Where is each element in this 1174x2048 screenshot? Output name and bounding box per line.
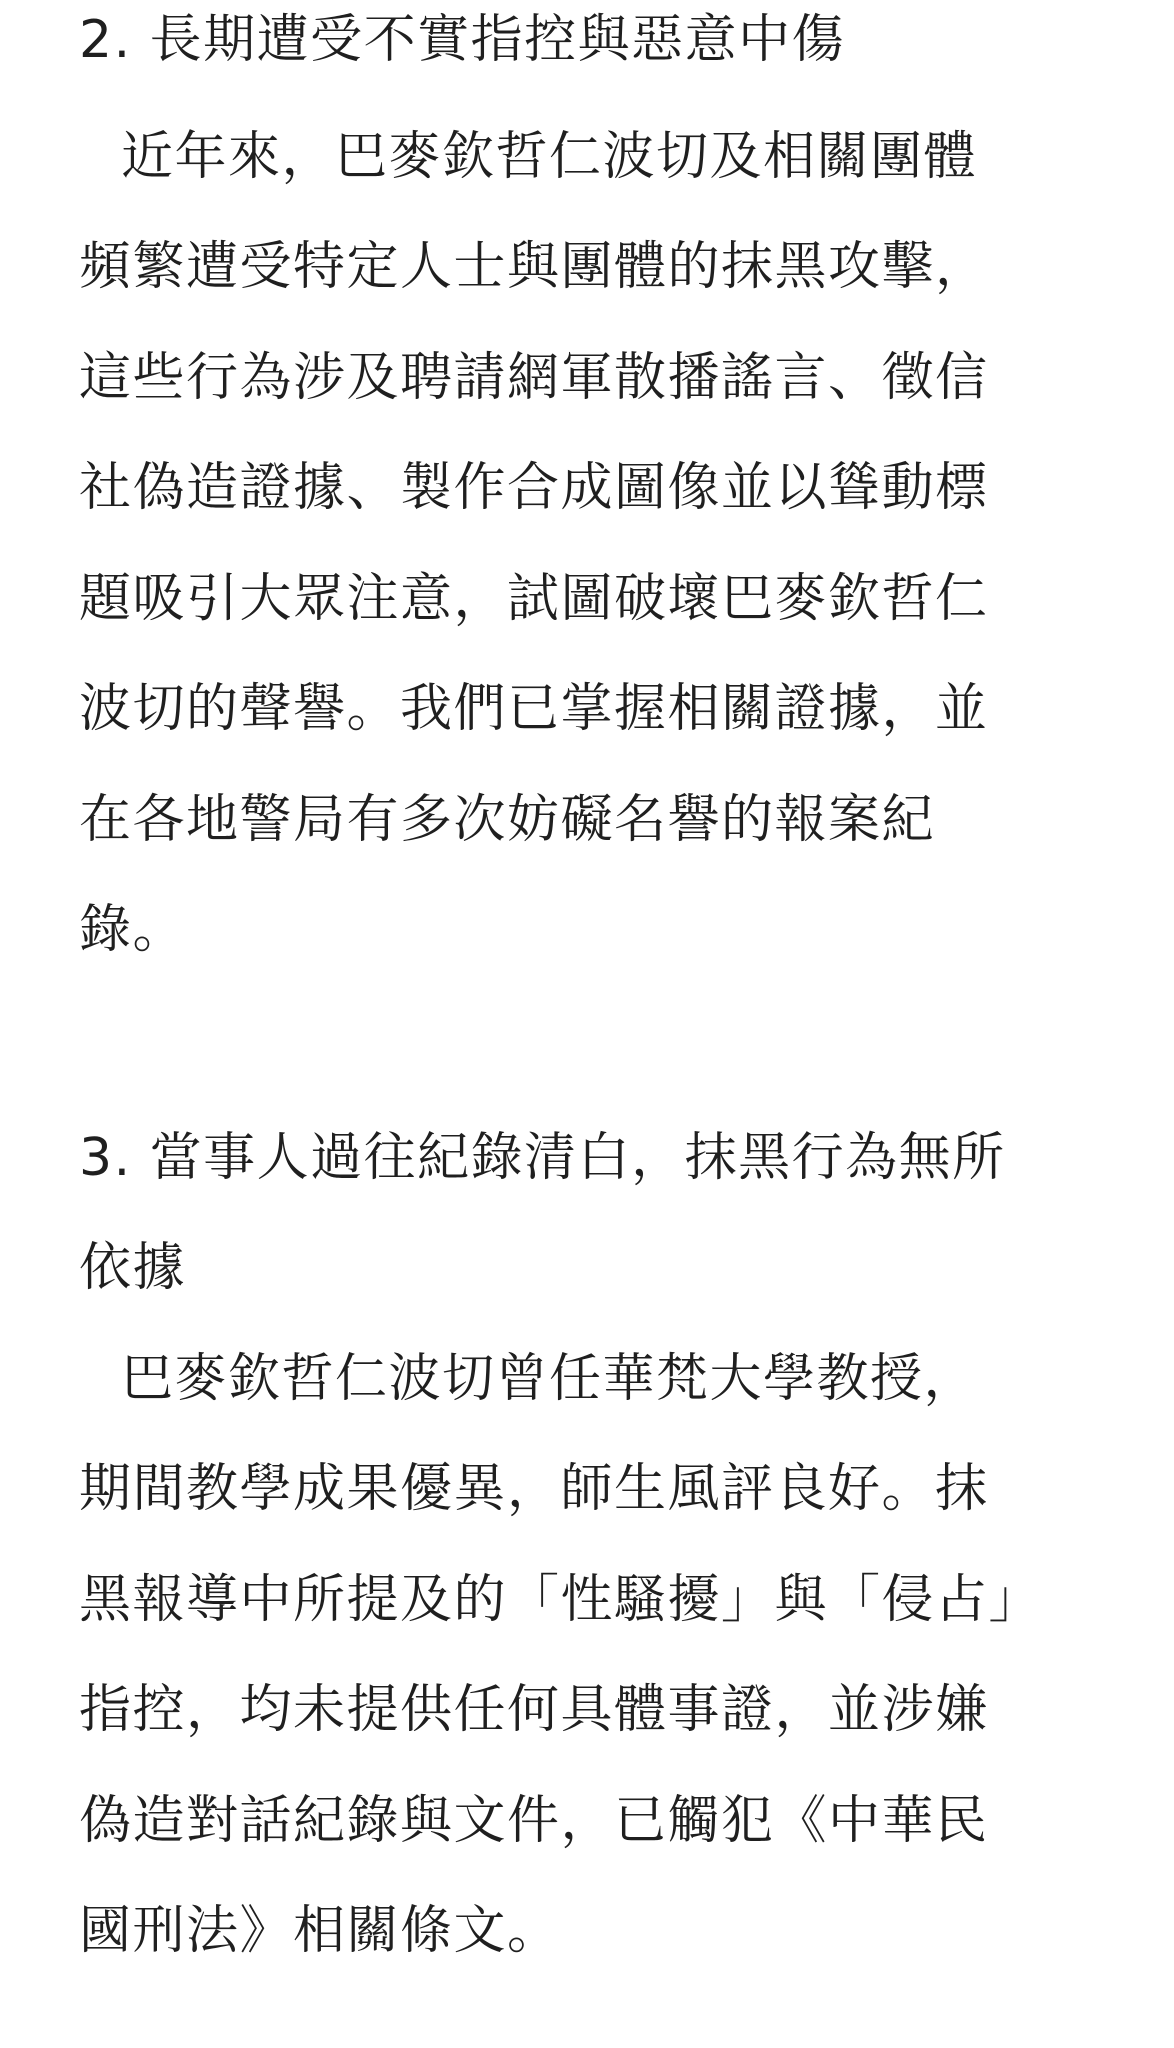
section-2-paragraph-line: 波切的聲譽。我們已掌握相關證據，並 <box>79 679 989 739</box>
section-2-paragraph-line: 社偽造證據、製作合成圖像並以聳動標 <box>79 458 989 518</box>
section-2-paragraph-line: 錄。 <box>79 900 187 960</box>
section-2-paragraph-line: 題吸引大眾注意，試圖破壞巴麥欽哲仁 <box>79 569 989 629</box>
section-3-paragraph-line: 期間教學成果優異，師生風評良好。抹 <box>79 1459 989 1519</box>
section-2-paragraph-line: 這些行為涉及聘請網軍散播謠言、徵信 <box>79 348 989 408</box>
section-3-paragraph-line: 指控，均未提供任何具體事證，並涉嫌 <box>79 1680 989 1740</box>
section-2-paragraph-line: 近年來，巴麥欽哲仁波切及相關團體 <box>121 127 978 187</box>
section-2-paragraph-line: 頻繁遭受特定人士與團體的抹黑攻擊， <box>79 237 989 297</box>
section-3-paragraph-line: 巴麥欽哲仁波切曾任華梵大學教授， <box>121 1349 978 1409</box>
section-3-paragraph-line: 黑報導中所提及的「性騷擾」與「侵占」 <box>79 1570 1043 1630</box>
section-3-paragraph-line: 國刑法》相關條文。 <box>79 1901 561 1961</box>
section-3-paragraph-line: 偽造對話紀錄與文件，已觸犯《中華民 <box>79 1791 989 1851</box>
section-2-heading: 2. 長期遭受不實指控與惡意中傷 <box>79 10 846 70</box>
section-2-paragraph-line: 在各地警局有多次妨礙名譽的報案紀 <box>79 790 936 850</box>
section-3-heading: 3. 當事人過往紀錄清白，抹黑行為無所 <box>79 1128 1006 1188</box>
section-3-heading-continued: 依據 <box>79 1238 187 1298</box>
